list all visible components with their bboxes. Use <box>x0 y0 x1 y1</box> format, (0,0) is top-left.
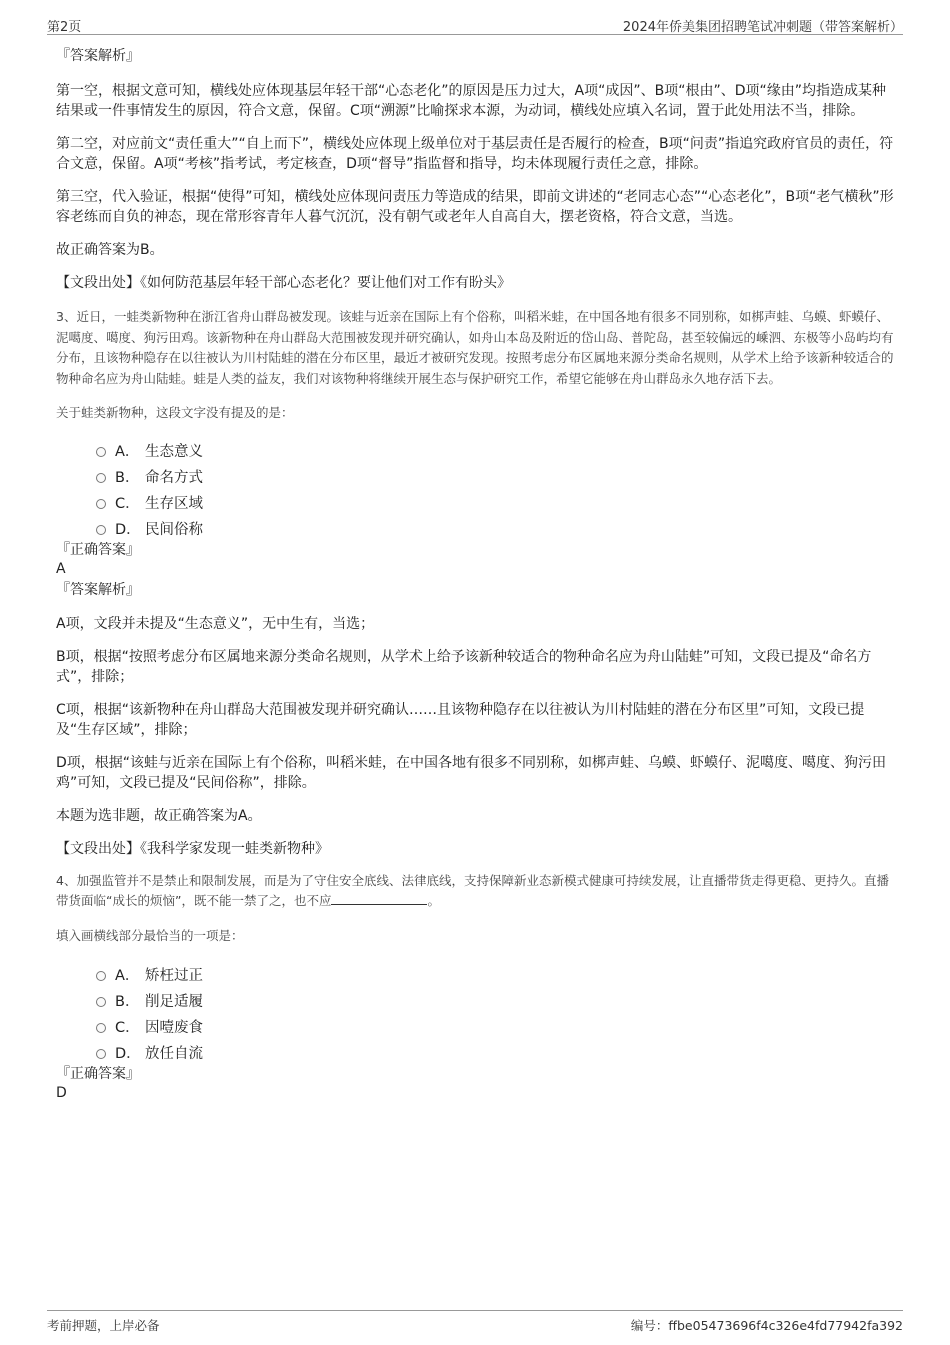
radio-button[interactable] <box>96 525 106 535</box>
option-a[interactable]: A． 生态意义 <box>56 438 898 464</box>
document-title: 2024年侨美集团招聘笔试冲刺题（带答案解析） <box>622 20 903 35</box>
option-b[interactable]: B． 削足适履 <box>56 988 898 1014</box>
page-footer <box>47 1310 903 1337</box>
analysis-paragraph: D项，根据“该蛙与近亲在国际上有个俗称，叫稻米蛙，在中国各地有很多不同别称，如梆声蛙、乌蟆、虾蟆仔、泥噶度、噶度、狗污田鸡”可知，文段已提及“民间俗称”，排除。 <box>56 754 887 791</box>
radio-button[interactable] <box>96 997 106 1007</box>
option-b[interactable]: B． 命名方式 <box>56 464 898 490</box>
analysis-paragraph: C项，根据“该新物种在舟山群岛大范围被发现并研究确认……且该物种隐存在以往被认为川村陆蛙的潜在分布区里”可知，文段已提及“生存区域”，排除； <box>56 701 865 738</box>
document-id: 编号：ffbe05473696f4c326e4fd77942fa392 <box>630 1318 903 1333</box>
analysis-paragraph: B项，根据“按照考虑分布区属地来源分类命名规则，从学术上给予该新种较适合的物种命名应为舟山陆蛙”可知，文段已提及“命名方式”，排除； <box>56 648 872 685</box>
source-citation: 【文段出处】《如何防范基层年轻干部心态老化？要让他们对工作有盼头》 <box>56 275 511 291</box>
question-prompt: 填入画横线部分最恰当的一项是： <box>56 927 244 943</box>
correct-answer: D <box>56 1085 67 1101</box>
source-citation: 【文段出处】《我科学家发现一蛙类新物种》 <box>56 840 329 857</box>
analysis-paragraph: 第三空，代入验证，根据“使得”可知，横线处应体现问责压力等造成的结果，即前文讲述的“老同志心态”“心态老化”，B项“老气横秋”形容老练而自负的神态，现在常形容青年人暮气沉沉，没有朝气或老年人自高自大，摆老资格，符合文意，当选。 <box>56 189 894 225</box>
analysis-paragraph: 第二空，对应前文“责任重大”“自上而下”，横线处应体现上级单位对于基层责任是否履行的检查，B项“问责”指追究政府官员的责任，符合文意，保留。A项“考核”指考试，考定核查，D项“督导”指监督和指导，均未体现履行责任之意，排除。 <box>56 136 894 172</box>
answer-label: 『正确答案』 <box>56 541 140 558</box>
page-header <box>47 14 903 35</box>
option-c[interactable]: C． 因噎废食 <box>56 1014 898 1040</box>
fill-blank <box>331 891 427 905</box>
page-content <box>56 44 898 1103</box>
option-c[interactable]: C． 生存区域 <box>56 490 898 516</box>
options-list <box>56 962 898 1066</box>
options-list <box>56 438 898 542</box>
radio-button[interactable] <box>96 499 106 509</box>
radio-button[interactable] <box>96 1049 106 1059</box>
radio-button[interactable] <box>96 971 106 981</box>
question-prompt: 关于蛙类新物种，这段文字没有提及的是： <box>56 405 294 420</box>
analysis-paragraph: 第一空，根据文意可知，横线处应体现基层年轻干部“心态老化”的原因是压力过大，A项“成因”、B项“根由”、D项“缘由”均指造成某种结果或一件事情发生的原因，符合文意，保留。C项“溯源”比喻探求本源，为动词，横线处应填入名词，置于此处用法不当，排除。 <box>56 83 886 119</box>
analysis-conclusion: 故正确答案为B。 <box>56 242 164 258</box>
option-d[interactable]: D． 放任自流 <box>56 1040 898 1066</box>
analysis-paragraph: A项，文段并未提及“生态意义”，无中生有，当选； <box>56 615 375 632</box>
analysis-label: 『答案解析』 <box>56 581 140 598</box>
question-stem: 4、加强监管并不是禁止和限制发展，而是为了守住安全底线、法律底线，支持保障新业态新模式健康可持续发展，让直播带货走得更稳、更持久。直播带货面临“成长的烦恼”，既不能一禁了之，也不应 。 <box>56 872 889 908</box>
analysis-conclusion: 本题为选非题，故正确答案为A。 <box>56 807 262 824</box>
analysis-label: 『答案解析』 <box>56 48 140 64</box>
option-a[interactable]: A． 矫枉过正 <box>56 962 898 988</box>
radio-button[interactable] <box>96 1023 106 1033</box>
answer-label: 『正确答案』 <box>56 1066 140 1082</box>
radio-button[interactable] <box>96 473 106 483</box>
option-d[interactable]: D． 民间俗称 <box>56 516 898 542</box>
radio-button[interactable] <box>96 447 106 457</box>
correct-answer: A <box>56 560 66 577</box>
page-number: 第2页 <box>47 20 82 35</box>
footer-slogan: 考前押题，上岸必备 <box>47 1318 160 1333</box>
question-stem: 3、近日，一蛙类新物种在浙江省舟山群岛被发现。该蛙与近亲在国际上有个俗称，叫稻米蛙，在中国各地有很多不同别称，如梆声蛙、乌蟆、虾蟆仔、泥噶度、噶度、狗污田鸡。该新物种在舟山群岛大范围被发现并研究确认，如舟山本岛及附近的岱山岛、普陀岛，甚至较偏远的嵊泗、东极等小岛屿均有分布，且该物种隐存在以往被认为川村陆蛙的潜在分布区里，最近才被研究发现。按照考虑分布区属地来源分类命名规则，从学术上给予该新种较适合的物种命名应为舟山陆蛙。蛙是人类的益友，我们对该物种将继续开展生态与保护研究工作，希望它能够在舟山群岛永久地存活下去。 <box>56 309 894 386</box>
